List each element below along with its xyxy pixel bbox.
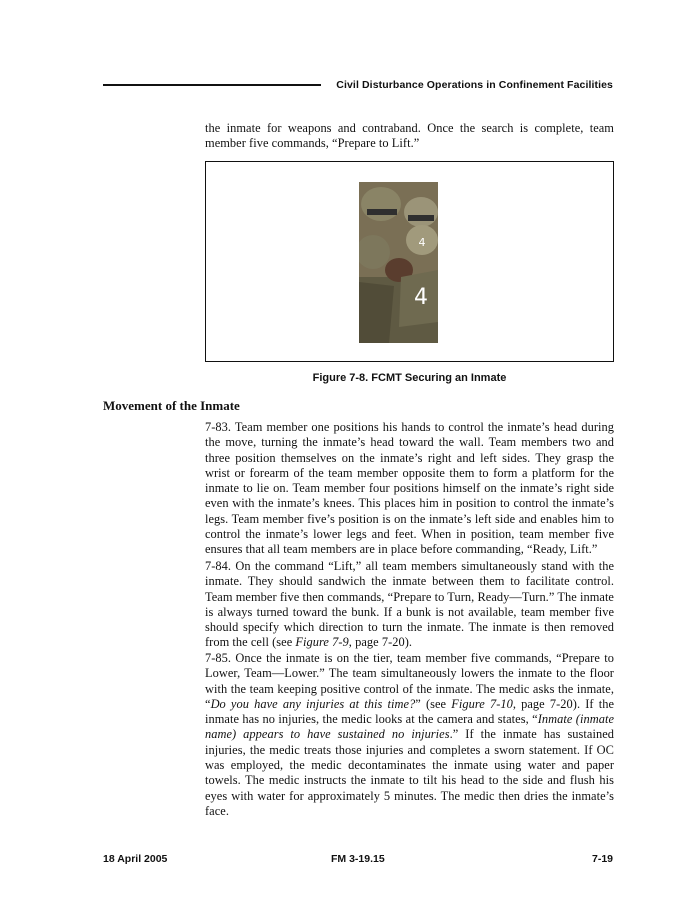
figure-frame [205,161,614,362]
figure-ref-7-10: Figure 7-10 [451,696,513,711]
p85-question: Do you have any injuries at this time? [210,696,416,711]
p84-text-a: 7-84. On the command “Lift,” all team members simultaneously stand with the inmate. They should sandwich the inmate between them to facilitate control. Team member five then commands, “Prepare to Turn, Ready—Turn.” The inmate is always turned toward the bunk. If a bunk is not available, team member five should specify which direction to turn the inmate. The inmate is then removed from the cell (see [205,559,614,650]
helmet-right-top [404,197,438,227]
p85-statement: Inmate (inmate name) appears to have sustained no injuries [205,712,615,742]
section-heading: Movement of the Inmate [103,398,240,413]
header-rule [103,84,321,86]
intro-paragraph: the inmate for weapons and contraband. Once the search is complete, team member five commands, “Prepare to Lift.” [205,121,614,151]
paragraph-7-84 [205,559,614,651]
visor-left-top [367,209,397,215]
p85-text-b: ” (see [415,696,452,711]
footer-date: 18 April 2005 [103,853,168,865]
fcmt-photo [359,182,438,343]
running-header: Civil Disturbance Operations in Confinement Facilities [336,79,613,91]
badge-number: 4 [418,236,426,249]
back-number: 4 [414,285,428,310]
footer-page-number: 7-19 [591,853,613,865]
p85-text-d: .” If the inmate has sustained injuries, the medic treats those injuries and completes a sworn statement. If OC was employed, the medic decontaminates the inmate using water and paper towels. The medic instructs the inmate to tilt his head to the side and flush his eyes with water for approximately 5 minutes. The medic then dries the inmate’s face. [205,727,615,818]
figure-ref-7-9: Figure 7-9 [295,635,349,650]
visor-right-top [408,215,434,221]
paragraph-7-85 [205,651,614,819]
paragraph-7-83: 7-83. Team member one positions his hands to control the inmate’s head during the move, turning the inmate’s head toward the wall. Team members two and three position themselves on the inmate’s right and left sides. They grasp the wrist or forearm of the team member opposite them to form a platform for the inmate to lie on. Team member four positions himself on the inmate’s right side even with the inmate’s knees. This places him in position to control the inmate’s legs. Team member five’s position is on the inmate’s left side and enables him to control the inmate’s lower legs and feet. When in position, team member five ensures that all team members are in place before commanding, “Ready, Lift.” [205,420,614,557]
p85-text-c: , page 7-20). If the inmate has no injuries, the medic looks at the camera and states, “ [205,696,614,727]
p85-text-a: 7-85. Once the inmate is on the tier, team member five commands, “Prepare to Lower, Team—Lower.” The team simultaneously lowers the inmate to the floor with the team keeping positive control of the inmate. The medic asks the inmate, “ [205,651,614,711]
soldier-left [359,282,394,343]
helmet-left-top [361,187,401,221]
footer-manual: FM 3-19.15 [331,853,385,865]
p84-text-b: , page 7-20). [348,635,413,650]
figure-caption: Figure 7-8. FCMT Securing an Inmate [312,372,507,384]
